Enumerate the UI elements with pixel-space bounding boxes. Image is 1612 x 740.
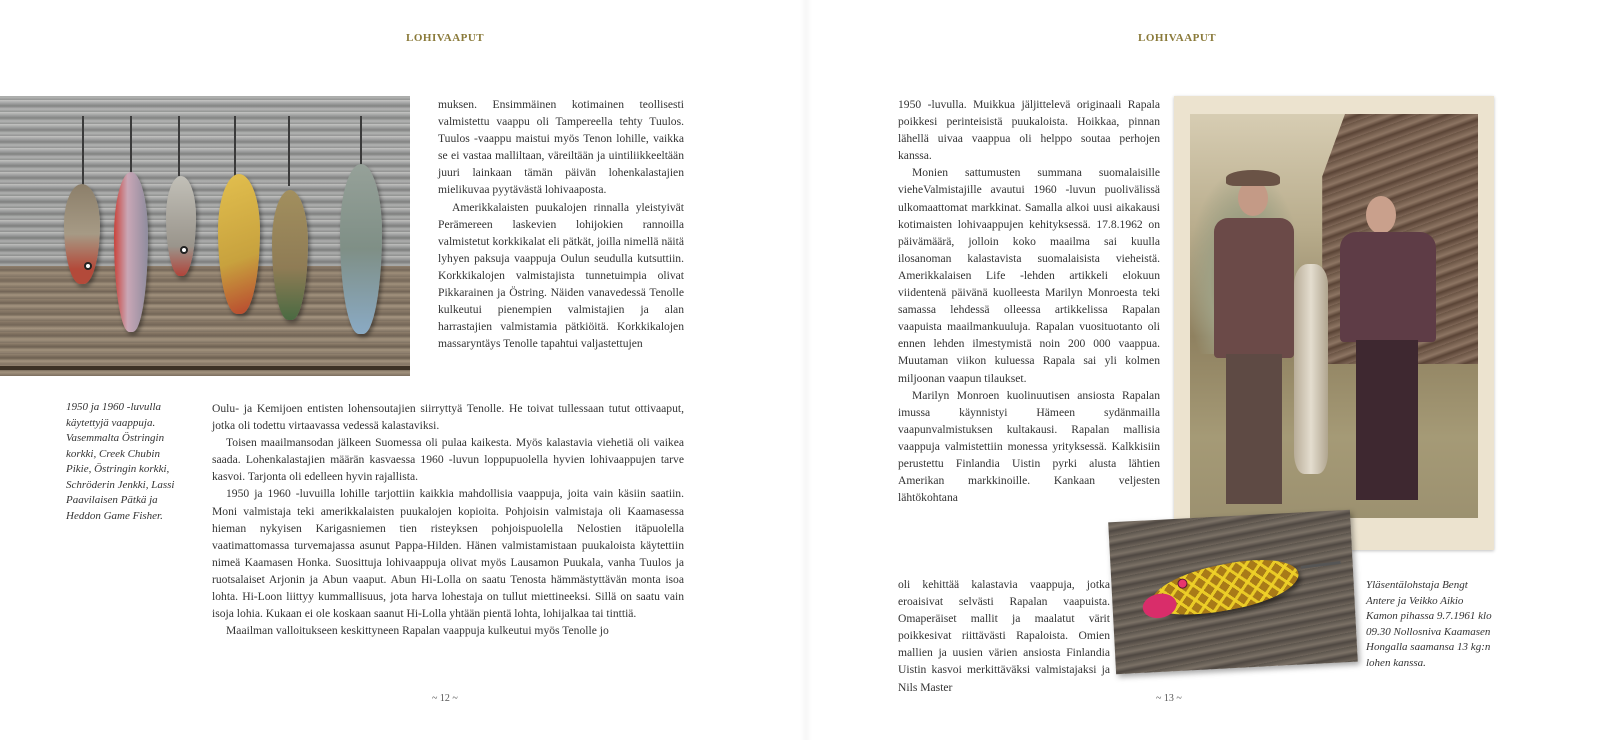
photo-caption: 1950 ja 1960 -luvulla käytettyjä vaappuja. Vasemmalta Östringin korkki, Creek Chubin Pikie, Östringin korkki, Schröderin Jenkki, Lassi Paavilaisen Pätkä ja Heddon Game Fisher. [66,401,175,522]
photo-frame [1174,96,1494,550]
paragraph: muksen. Ensimmäinen kotimainen teollisesti valmistettu vaappu oli Tampereella tehty Tuulos. Tuulos -vaappu maistui myös Tenon lohille, vaikka se ei vastaa malliltaan, väreiltään ja uintiliikkeeltään juuri lainkaan tämän päivän lohenkalastajien mielikuvaa pyytävästä lohivaaposta. [438,98,684,197]
paragraph: Monien sattumusten summana suomalaisille vieheValmistajille avautui 1960 -luvun puolivälissä ulkomaattomat markkinat. Samalla alkoi uusi aikakausi kotimaisten lohivaappujen kehityksessä. 17.8.1962 on päivämäärä, jolloin koko maailma sai kuulla ilosanoman kalastavista suomalaisista vieheistä. Amerikkalaisen Life -lehden artikkeli elokuun viidentenä päivänä kuolleesta Marilyn Monroesta teki samassa lehdessä olleessa artikkelissa Rapalan vaapuista maailmankuuluja. Rapalan vuosituotanto oli ennen lehden ilmestymistä noin 200 000 vaappua. Muutaman viikon kuluessa Rapala sai yli kolmen miljoonan vaapun tilaukset. [898,166,1160,385]
body-column-top [898,96,1160,506]
lure-eye [180,246,188,254]
lure-hook [82,116,84,186]
body-column-top [438,96,684,352]
right-page [806,0,1612,740]
body-column-bottom [898,576,1110,696]
paragraph: Amerikkalaisten puukalojen rinnalla yleistyivät Perämereen laskevien lohijokien rannoilla valmistetut korkkikalat eli pätkät, joilla nimellä näitä lyhyen paksuja vaappuja Oulun seudulla kutsuttiin. Korkkikalojen valmistajista tunnetuimpia olivat Pikkarainen ja Östring. Näiden vanavedessä Tenolle kulkeutui pienempien valmistajien ja alan harrastajien valmistamia pätkiöitä. Korkkikalojen massaryntäys Tenolle tapahtui valjastettujen [438,200,684,351]
paragraph: Toisen maailmansodan jälkeen Suomessa oli pulaa kaikesta. Myös kalastavia viehetiä oli vaikea saada. Lohenkalastajien määrän kasvaessa 1960 -luvun loppupuolella hyvien lohivaappujen tarve kasvoi. Tarjonta oli edelleen hyvin rajallista. [212,436,684,484]
lures-photo [0,96,410,376]
man-right-body [1340,232,1436,342]
lure-3 [166,176,196,276]
paragraph: Marilyn Monroen kuolinuutisen ansiosta Rapalan imussa käynnistyi Hämeen sydänmailla vaapunvalmistuksen kultakausi. Rapalan mallisia vaappuja valmistettiin monessa yrityksessä. Kalkkisiin perustettu Finlandia Uistin pyrki alusta lähtien Amerikan markkinoille. Kankaan veljesten lähtökohtana [898,388,1160,505]
lure-hook [288,116,290,186]
running-head: LOHIVAAPUT [406,32,485,44]
paragraph: Maailman valloitukseen keskittyneen Rapalan vaappuja kulkeutui myös Tenolle jo [226,624,609,638]
man-left-legs [1226,354,1282,504]
lure-eye [84,262,92,270]
photo-caption: Yläsentälohstaja Bengt Antere ja Veikko Aikio Kamon pihassa 9.7.1961 klo 09.30 Nollosniva Kaamasen Hongalla saamansa 13 kg:n lohen kanssa. [1366,579,1492,669]
paragraph: 1950 ja 1960 -luvuilla lohille tarjottiin kaikkia mahdollisia vaappuja, joita vain käsiin saatiin. Moni valmistaja teki amerikkalaisten puukalojen kopioita. Pohjoisin valmistaja oli Kaamasessa hieman nykyisen Karigasniemen tien risteyksen pohjoispuolella Nelostien itäpuolella vaatimattomassa turvemajassa asunut Pappa-Hilden. Hänen valmistamistaan puukaloista käytettiin nimeä Kaamasen Honka. Suosittuja lohivaappuja olivat myös Lausamon Puukala, vanha Tuulos ja ruotsalaiset Arjonin ja Abun vaaput. Abun Hi-Lolla on saatu Tenosta hämmästyttävän monta isoa lohta. Hi-Loon liittyy kummallisuus, jota harva lohestaja on tullut miettineeksi. Sillä on saatu vain isoja lohia. Kukaan ei ole koskaan saanut Hi-Lolla yhtään pientä lohta, lohijalkaa tai tinttiä. [212,487,684,621]
lure-hook [360,116,362,166]
lure-closeup-photo [1108,510,1358,674]
lure-hook [234,116,236,176]
paragraph: Oulu- ja Kemijoen entisten lohensoutajien siirryttyä Tenolle. He toivat tullessaan tutut ottivaaput, jotka oli todettu virtaavassa vedessä kalastaviksi. [212,402,684,433]
shelf-edge [0,366,410,370]
lure-line [1301,561,1341,569]
page-number: ~ 12 ~ [432,693,458,704]
man-right-head [1366,196,1396,234]
page-number: ~ 13 ~ [1156,693,1182,704]
man-right-legs [1356,340,1418,500]
man-left-hat [1226,170,1280,186]
man-left-body [1214,218,1294,358]
body-column-full [212,400,684,639]
fishermen-photo [1190,114,1478,518]
running-head: LOHIVAAPUT [1138,32,1217,44]
lure-hook [130,116,132,176]
lure-hook [178,116,180,176]
paragraph: 1950 -luvulla. Muikkua jäljittelevä originaali Rapala poikkesi perinteisistä puukaloista. Hoikkaa, pinnan lähellä uivaa vaappua oli helppo soutaa perhojen kanssa. [898,98,1160,163]
salmon [1294,264,1328,474]
paragraph: oli kehittää kalastavia vaappuja, jotka eroaisivat selvästi Rapalan vaapuista. Omaperäiset mallit ja maalatut värit poikkesivat riittävästi Rapaloista. Omien mallien ja uusien värien ansiosta Finlandia Uistin kasvoi merkittäväksi valmistajaksi ja Nils Master [898,578,1110,694]
